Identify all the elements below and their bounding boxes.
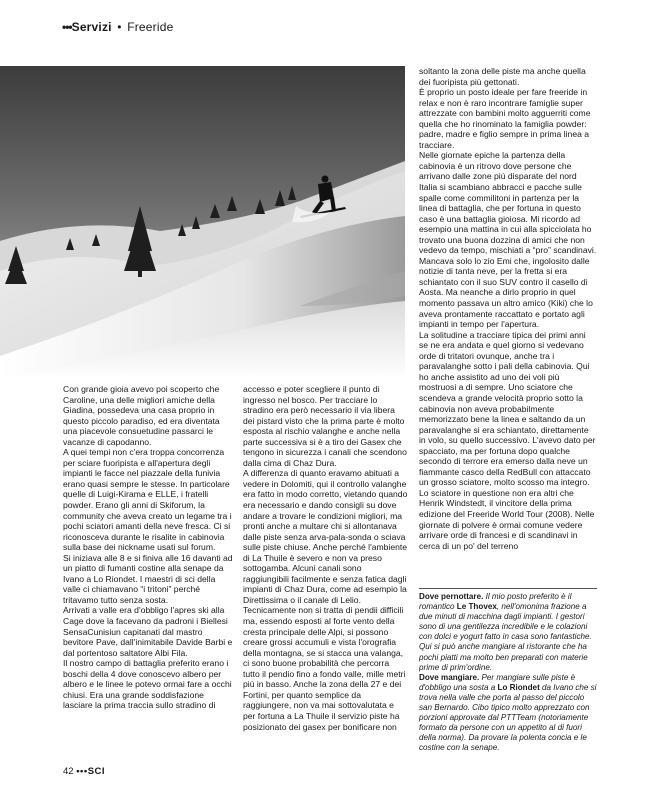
section-header — [62, 20, 174, 34]
paragraph: È proprio un posto ideale per fare freeride in relax e non è raro incontrare famiglie super attrezzate con bambini molto agguerriti come quella che ho rinominato la famiglia powder: padre, madre e figlio sempre in prima linea a tracciare. — [419, 87, 591, 150]
folio-dots: ••• — [76, 766, 88, 777]
skier-powder-photo — [0, 66, 405, 379]
header-category: Servizi — [71, 20, 112, 34]
paragraph: soltanto la zona delle piste ma anche quella dei fuoripista più gettonati. — [419, 66, 586, 87]
info-eat-place: Lo Riondet — [497, 682, 540, 692]
article-column-2 — [243, 384, 408, 732]
info-sleep-text-a: Il mio posto preferito è il romantico — [419, 592, 572, 612]
info-box — [419, 588, 597, 754]
paragraph: Con grande gioia avevo poi scoperto che Caroline, una delle migliori amiche della Giadina, possedeva una casa proprio in questo piccolo paradiso, ed era diventata una piacevole consuetudine passarci le vacanze di capodanno. — [63, 384, 220, 447]
paragraph: La solitudine a tracciare tipica dei primi anni se ne era andata e quel giorno si vedevano orde di tritatori ovunque, anche tra i paravalanghe sotto i pali della cabinovia. Qui ho anche assistito ad uno dei voli più mostruosi a di sempre. Uno sciatore che scendeva a grande velocità proprio sotto la cabinovia non aveva probabilmente memorizzato bene la linea e saltando da un paravalanghe si era schiantato, direttamente in volo, su quello successivo. L'avevo dato per spacciato, ma per fortuna dopo qualche secondo di terrore era emerso dalla neve un fiammante casco della RedBull con attaccato un grosso sciatore, molto scosso ma integro. Lo sciatore in questione non era altri che Henrik Windstedt, il vincitore della prima edizione del Freeride World Tour (2008). Nelle giornate di polvere è ormai comune vedere arrivare orde di francesi e di scandinavi in cerca di un po' del terreno — [419, 329, 596, 551]
paragraph: Si iniziava alle 8 e si finiva alle 16 davanti ad un piatto di fumanti costine alla senape da Ivano a Lo Riondet. I maestri di sci della valle ci chiamavano “i tritoni” perché tritavamo tutto senza sosta. — [63, 552, 233, 605]
paragraph: A quei tempi non c'era troppa concorrenza per sciare fuoripista e all'apertura degli impianti le facce nel piazzale della funivia erano quasi sempre le stesse. In particolare quelle di Luigi-Kirama e ELLE, i fratelli powder. Erano gli anni di Skiforum, la community che aveva creato un legame tra i pochi sciatori amanti della neve fresca. Ci si riconosceva durante le risalite in cabinovia sulla base dei nickname usati sul forum. — [63, 447, 232, 553]
info-eat-text-b: da Ivano che si trova nella valle che porta al passo del piccolo san Bernardo. Cibo tipico molto apprezzato con porzioni approvate dal PTTTeam (notoriamente formato da persone con un appetito al di fuori della norma). Da provare la polenta concia e le costine con la senape. — [419, 682, 597, 753]
paragraph: Nelle giornate epiche la partenza della cabinovia è un ritrovo dove persone che arrivano dalle zone più disparate del nord Italia si scambiano abbracci e pacche sulle spalle come commilitoni in partenza per la linea di battaglia, che per fortuna in questo caso è una battaglia gioiosa. Mi ricordo ad esempio una mattina in cui alla spicciolata ho trovato una buona dozzina di amici che non vedevo da tempo, mischiati a “pro” scandinavi. Mancava solo lo zio Emi che, ingolosito dalle notizie di tanta neve, per la fretta si era schiantato con il suo SUV contro il casello di Aosta. Ma neanche a dirlo proprio in quel momento passava un altro amico (Kiki) che lo aveva prontamente raccattato e portato agli impianti in tempo per l'apertura. — [419, 150, 597, 330]
info-eat — [419, 673, 597, 754]
magazine-name: SCI — [87, 766, 106, 777]
info-eat-text-a: Per mangiare sulle piste è d'obbligo una sosta a — [419, 672, 576, 692]
info-eat-title: Dove mangiare. — [419, 672, 480, 682]
info-sleep-text-b: , nell'omonima frazione a due minuti di macchina dagli impianti. I gestori sono di una gentilezza incredibile e le colazioni con dolci e yogurt fatto in casa sono fantastiche. Qui si può anche mangiare al ristorante che ha pochi piatti ma molto ben preparati con materie prime di prim'ordine. — [419, 602, 592, 672]
header-dots: ••• — [62, 20, 72, 34]
page-folio — [63, 766, 105, 777]
info-sleep-place: Le Thovex — [456, 602, 497, 612]
page-number: 42 — [63, 766, 74, 777]
article-column-3 — [419, 66, 597, 551]
paragraph: Arrivati a valle era d'obbligo l'apres ski alla Cage dove la facevano da padroni i Biellesi SensaCunisiun capitanati dal mastro bevitore Pave, dall'inimitabile Davide Barbi e dal portentoso saltatore Albi Fila. — [63, 605, 233, 658]
paragraph: Il nostro campo di battaglia preferito erano i boschi della 4 dove conoscevo albero per albero e le linee le potevo ormai fare a occhi chiusi. Era una grande soddisfazione lasciare la prima traccia sullo stradino di — [63, 658, 232, 711]
info-sleep — [419, 592, 597, 673]
paragraph: accesso e poter scegliere il punto di ingresso nel bosco. Per tracciare lo stradino era però necessario il via libera dei pistard visto che la prima parte è molto esposta al rischio valanghe e anche nella parte successiva si è a tiro dei Gasex che tengono in sicurezza i canali che scendono dalla cima di Chaz Dura. — [243, 384, 407, 468]
header-section: Freeride — [127, 20, 174, 34]
article-column-1 — [63, 384, 233, 711]
paragraph: A differenza di quanto eravamo abituati a vedere in Dolomiti, qui il controllo valanghe era fatto in modo corretto, vietando quando era necessario e dando consigli su dove andare a trovare le condizioni migliori, ma pronti anche a multare chi si allontanava dalle piste senza arva-pala-sonda o sciava sulle piste chiuse. Anche perché l'ambiente di La Thuile è severo e non va preso sottogamba. Alcuni canali sono raggiungibili facilmente e senza fatica dagli impianti di Chaz Dura, come ad esempio la Direttissima o il canale di Lelio. Tecnicamente non si tratta di pendii difficili ma, essendo esposti al forte vento della cresta principale delle Alpi, si possono creare grossi accumuli e vista l'orografia della montagna, se si stacca una valanga, ci sono buone probabilità che percorra tutto il pendio fino a fondo valle, mille metri più in basso. Anche la zona della 27 e dei Fortini, per quanto semplice da raggiungere, non va mai sottovalutata e per fortuna a La Thuile il servizio piste ha posizionato dei gasex per bonificare non — [243, 468, 408, 732]
info-sleep-title: Dove pernottare. — [419, 592, 484, 601]
header-separator: • — [117, 20, 122, 34]
